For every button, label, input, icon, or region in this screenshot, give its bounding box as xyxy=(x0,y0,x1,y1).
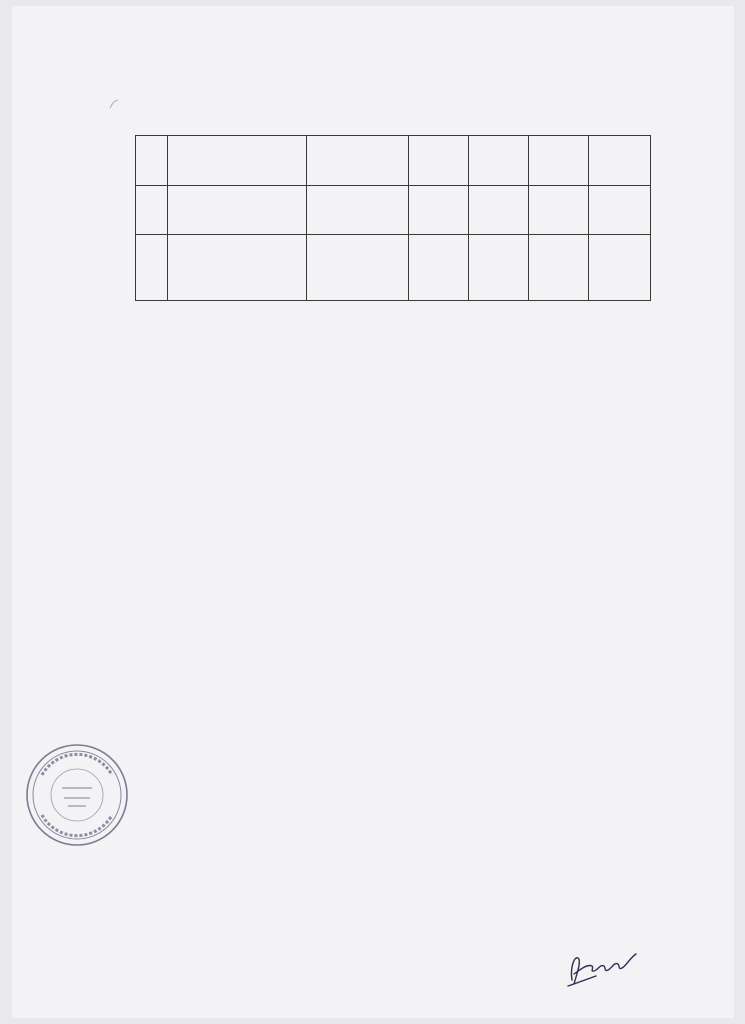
row-number xyxy=(136,186,168,235)
pen-mark-icon xyxy=(108,98,120,110)
dependent-value-cell xyxy=(409,136,469,186)
dependent-value-cell xyxy=(589,186,651,235)
dependent-value-cell xyxy=(529,136,589,186)
dependent-value-cell xyxy=(529,235,589,301)
dependent-value-cell xyxy=(409,235,469,301)
row-description xyxy=(168,186,307,235)
dependent-value-cell xyxy=(409,186,469,235)
table-row xyxy=(136,136,651,186)
dependent-value-cell xyxy=(529,186,589,235)
table-row xyxy=(136,186,651,235)
dependent-value-cell xyxy=(469,186,529,235)
row-description xyxy=(168,136,307,186)
table-row xyxy=(136,235,651,301)
row-number xyxy=(136,235,168,301)
self-value-cell xyxy=(307,136,409,186)
dependent-value-cell xyxy=(469,136,529,186)
dependent-value-cell xyxy=(589,235,651,301)
assets-table xyxy=(135,135,651,301)
self-value-cell xyxy=(307,235,409,301)
row-description xyxy=(168,235,307,301)
self-value-cell xyxy=(307,186,409,235)
row-number xyxy=(136,136,168,186)
dependent-value-cell xyxy=(589,136,651,186)
dependent-value-cell xyxy=(469,235,529,301)
official-seal-icon xyxy=(22,740,132,850)
signature-icon xyxy=(560,928,650,988)
